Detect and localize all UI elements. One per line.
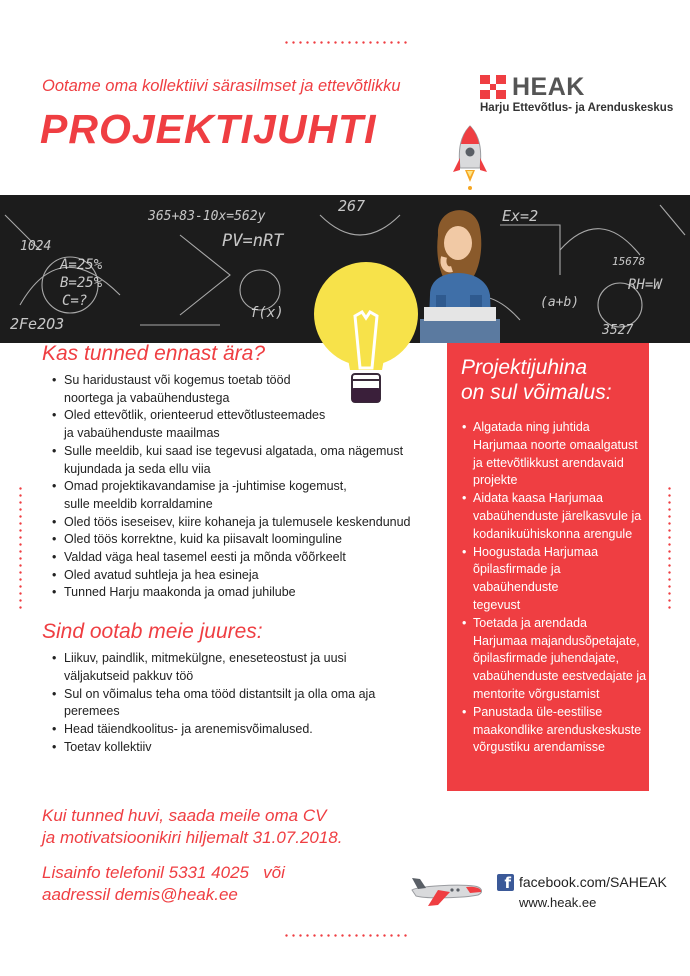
chalk-text: 365+83-10x=562y [148, 209, 266, 224]
list-item: • Panustada üle-eestilise [457, 704, 647, 722]
list-item-continuation: vabaühenduste järelkasvule ja [473, 508, 642, 523]
list-item-continuation: sulle meeldib korraldamine [64, 496, 213, 511]
chalk-text: 1024 [20, 239, 52, 254]
chalk-text: 3527 [602, 323, 634, 338]
list-item-continuation: õpilasfirmade ja vabaühenduste [473, 562, 561, 595]
chalk-text: 2Fe2O3 [10, 315, 65, 333]
left-dotted-divider [19, 485, 22, 610]
page-title: PROJEKTIJUHTI [40, 106, 377, 152]
list-item: • Toetada ja arendada [457, 615, 647, 633]
facebook-url[interactable]: facebook.com/SAHEAK [519, 874, 667, 890]
list-item-continuation: Harjumaa majandusõpetajate, [473, 633, 640, 648]
offer-list [42, 650, 412, 756]
list-item-continuation: maakondlike arenduskeskuste [473, 722, 642, 737]
list-item-continuation: võrgustiku arendamisse [473, 740, 606, 755]
list-item-continuation: noortega ja vabaühendustega [64, 390, 230, 405]
heak-cross-icon [480, 75, 506, 99]
heak-logo [480, 73, 674, 118]
list-item-continuation: tegevust [473, 597, 521, 612]
list-item: • Oled ettevõtlik, orienteerud ettevõtlusteemades [42, 407, 412, 425]
cta-line2: ja motivatsioonikiri hiljemalt 31.07.2018. [42, 828, 343, 847]
offer-title: Sind ootab meie juures: [42, 620, 263, 644]
list-item-continuation: kujundada ja seda ellu viia [64, 461, 211, 476]
opportunity-title [461, 355, 612, 405]
contact-phone: Lisainfo telefonil 5331 4025 või [42, 863, 285, 882]
chalk-text: 15678 [612, 255, 646, 268]
chalk-text: RH=W [628, 277, 662, 293]
list-item-continuation: Harjumaa noorte omaalgatust [473, 437, 638, 452]
logo-subtitle: Harju Ettevõtlus- ja Arenduskeskus [480, 102, 674, 114]
list-item: • Toetav kollektiiv [42, 739, 412, 757]
airplane-icon [408, 872, 486, 912]
list-item: • Oled töös iseseisev, kiire kohaneja ja tulemusele keskendunud [42, 514, 412, 532]
list-item: • Omad projektikavandamise ja -juhtimise kogemust, [42, 478, 412, 496]
tagline: Ootame oma kollektiivi särasilmset ja ettevõtlikku [42, 77, 401, 95]
right-dotted-divider [668, 485, 671, 610]
list-item: • Oled töös korrektne, kuid ka piisavalt loominguline [42, 531, 412, 549]
list-item: • Algatada ning juhtida [457, 419, 647, 437]
facebook-icon: f [497, 874, 514, 891]
chalk-text: 267 [338, 197, 366, 215]
opportunity-list [457, 419, 647, 757]
list-item-continuation: õpilasfirmade juhendajate, [473, 651, 619, 666]
opportunity-title-line1: Projektijuhina [461, 356, 588, 379]
contact-info [42, 862, 285, 906]
chalk-text: PV=nRT [222, 231, 284, 251]
list-item: • Head täiendkoolitus- ja arenemisvõimalused. [42, 721, 412, 739]
call-to-action [42, 805, 343, 849]
bottom-dotted-divider [283, 934, 409, 937]
chalk-text: (a+b) [540, 295, 580, 310]
chalk-text: Ex=2 [502, 207, 539, 225]
logo-wordmark: HEAK [512, 73, 585, 101]
list-item-continuation: ja vabaühenduste maailmas [64, 426, 220, 441]
opportunity-title-line2: on sul võimalus: [461, 381, 612, 404]
list-item: • Tunned Harju maakonda ja omad juhilube [42, 584, 412, 602]
contact-email[interactable]: aadressil demis@heak.ee [42, 885, 238, 904]
rocket-icon [450, 124, 490, 196]
top-dotted-divider [283, 41, 409, 44]
list-item-continuation: väljakutseid pakkuv töö [64, 668, 194, 683]
chalk-text: f(x) [250, 305, 284, 321]
chalk-text: A=25% [60, 257, 103, 273]
list-item: • Liikuv, paindlik, mitmekülgne, eneseteostust ja uusi [42, 650, 412, 668]
website-link[interactable]: www.heak.ee [519, 895, 597, 910]
list-item-continuation: vabaühenduste eestvedajate ja [473, 669, 647, 684]
list-item: • Sulle meeldib, kui saad ise tegevusi algatada, oma nägemust [42, 443, 412, 461]
list-item: • Aidata kaasa Harjumaa [457, 490, 647, 508]
list-item-continuation: kodanikuühiskonna arengule [473, 526, 633, 541]
list-item: • Su haridustaust või kogemus toetab tööd [42, 372, 412, 390]
list-item: • Valdad väga heal tasemel eesti ja mõnda võõrkeelt [42, 549, 412, 567]
opportunity-panel [447, 343, 649, 791]
chalk-text: C=? [62, 293, 88, 309]
requirements-list [42, 372, 412, 602]
chalk-text: B=25% [60, 275, 103, 291]
requirements-panel [42, 342, 412, 756]
list-item-continuation: mentorite võrgustamist [473, 686, 600, 701]
requirements-title: Kas tunned ennast ära? [42, 342, 266, 365]
list-item-continuation: projekte [473, 473, 518, 488]
list-item: • Sul on võimalus teha oma tööd distantsilt ja olla oma aja peremees [42, 686, 412, 721]
list-item: • Oled avatud suhtleja ja hea esineja [42, 567, 412, 585]
list-item-continuation: ja ettevõtlikkust arendavaid [473, 455, 624, 470]
list-item: • Hoogustada Harjumaa [457, 544, 647, 562]
cta-line1: Kui tunned huvi, saada meile oma CV [42, 806, 327, 825]
